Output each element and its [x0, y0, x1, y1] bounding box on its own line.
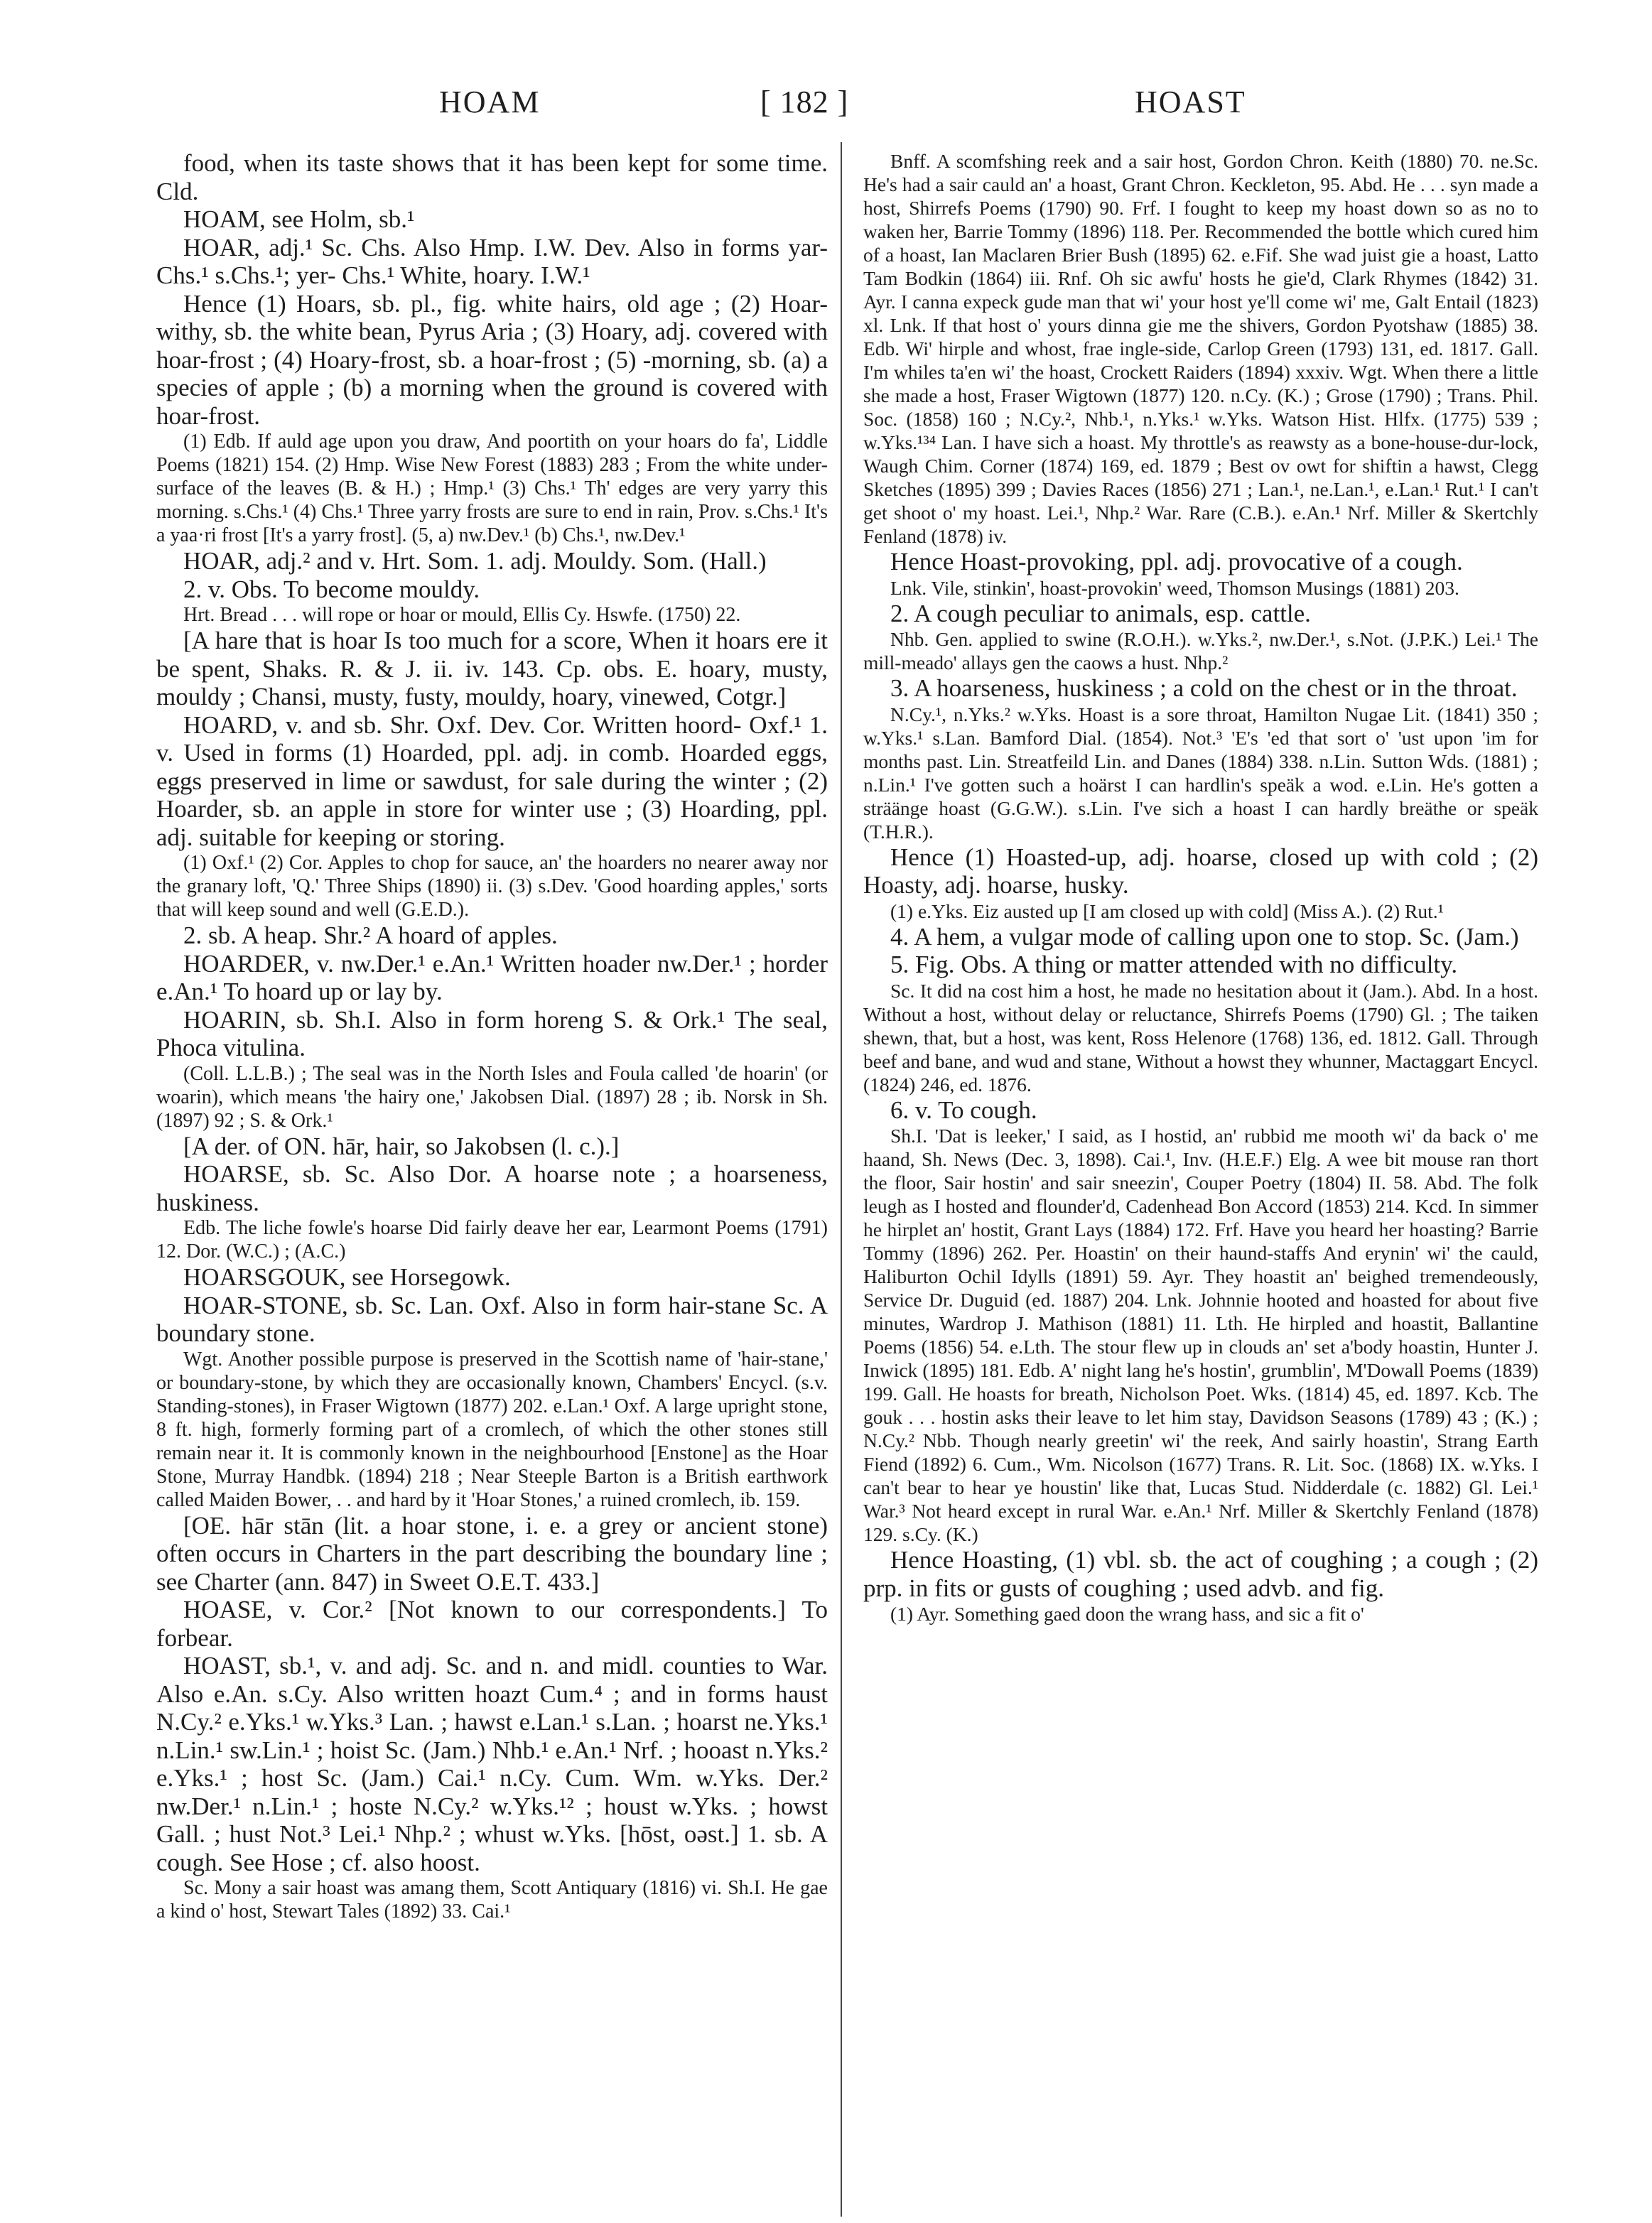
left-guide-word: HOAM	[439, 85, 541, 119]
citation-paragraph: Sc. It did na cost him a host, he made no hesitation about it (Jam.). Abd. In a host. Without a host, without delay or reluctance, Shirrefs Poems (1790) Gl. ; The taiken shewn, that, but a host, was kent, Ross Helenore (1768) 136, ed. 1812. Gall. Through beef and bane, and wud and stane, Without a howst they whunner, Mactaggart Encycl. (1824) 246, ed. 1876.	[863, 979, 1538, 1096]
entry-paragraph: 2. A cough peculiar to animals, esp. cattle.	[890, 599, 1311, 627]
entry-paragraph: Hence (1) Hoars, sb. pl., fig. white hairs, old age ; (2) Hoar-withy, sb. the white bean, Pyrus Aria ; (3) Hoary, adj. covered with hoar-frost ; (4) Hoary-frost, sb. a hoar-frost ; (5) -morning, sb. (a) a species of apple ; (b) a morning when the ground is covered with hoar-frost.	[156, 289, 828, 430]
page-number: [ 182 ]	[760, 85, 849, 119]
entry-paragraph: HOAR, adj.² and v. Hrt. Som. 1. adj. Mouldy. Som. (Hall.)	[183, 547, 767, 575]
entry-paragraph: HOAM, see Holm, sb.¹	[183, 205, 415, 233]
citation-paragraph: Lnk. Vile, stinkin', hoast-provokin' weed, Thomson Musings (1881) 203.	[890, 576, 1459, 599]
entry-paragraph: Hence Hoast-provoking, ppl. adj. provocative of a cough.	[890, 548, 1463, 575]
left-column	[156, 149, 828, 2210]
citation-paragraph: Wgt. Another possible purpose is preserved in the Scottish name of 'hair-stane,' or boundary-stone, by which they are occasionally known, Chambers' Encycl. (s.v. Standing-stones), in Fraser Wigtown (1877) 202. e.Lan.¹ Oxf. A large upright stone, 8 ft. high, formerly forming part of a cromlech, of which the other stones still remain near it. It is commonly known in the neighbourhood [Enstone] as the Hoar Stone, Murray Handbk. (1894) 218 ; Near Steeple Barton is a British earthwork called Maiden Bower, . . and hard by it 'Hoar Stones,' a ruined cromlech, ib. 159.	[156, 1348, 828, 1511]
entry-paragraph: HOAR-STONE, sb. Sc. Lan. Oxf. Also in form hair-stane Sc. A boundary stone.	[156, 1291, 828, 1347]
citation-paragraph: (Coll. L.L.B.) ; The seal was in the North Isles and Foula called 'de hoarin' (or woarin), which means 'the hairy one,' Jakobsen Dial. (1897) 28 ; ib. Norsk in Sh. (1897) 92 ; S. & Ork.¹	[156, 1062, 828, 1132]
citation-paragraph: Sc. Mony a sair hoast was amang them, Scott Antiquary (1816) vi. Sh.I. He gae a kind o' host, Stewart Tales (1892) 33. Cai.¹	[156, 1877, 828, 1922]
citation-paragraph: (1) Edb. If auld age upon you draw, And poortith on your hoars do fa', Liddle Poems (1821) 154. (2) Hmp. Wise New Forest (1883) 283 ; From the white under-surface of the leaves (B. & H.) ; Hmp.¹ (3) Chs.¹ Th' edges are very yarry this morning. s.Chs.¹ (4) Chs.¹ Three yarry frosts are sure to end in rain, Prov. s.Chs.¹ It's a yaa·ri frost [It's a yarry frost]. (5, a) nw.Dev.¹ (b) Chs.¹, nw.Dev.¹	[156, 431, 828, 546]
entry-paragraph: HOARIN, sb. Sh.I. Also in form horeng S. & Ork.¹ The seal, Phoca vitulina.	[156, 1005, 828, 1061]
citation-paragraph: (1) e.Yks. Eiz austed up [I am closed up with cold] (Miss A.). (2) Rut.¹	[890, 899, 1444, 922]
entry-paragraph: 2. v. Obs. To become mouldy.	[183, 575, 480, 603]
citation-paragraph: Sh.I. 'Dat is leeker,' I said, as I hostid, an' rubbid me mooth wi' da back o' me haand, Sh. News (Dec. 3, 1898). Cai.¹, Inv. (H.E.F.) Elg. A wee bit mouse ran thort the floor, Sair hostin' and sair sneezin', Couper Poetry (1804) II. 58. Abd. The folk leugh as I hosted and flounder'd, Cadenhead Bon Accord (1853) 214. Kcd. In simmer he hirplet an' hostit, Grant Lays (1884) 172. Frf. Have you heard her hoasting? Barrie Tommy (1896) 262. Per. Hoastin' on their haund-staffs And erynin' wi' the cauld, Haliburton Ochil Idylls (1891) 59. Ayr. They hoastit an' beighed tremendeously, Service Dr. Duguid (ed. 1887) 204. Lnk. Johnnie hooted and hoasted for about five minutes, Wardrop J. Mathison (1881) 11. Lth. He hirpled and hoastit, Ballantine Poems (1856) 54. e.Lth. The stour flew up in clouds an' set a'body hoastin, Hunter J. Inwick (1895) 181. Edb. A' night lang he's hostin', grumblin', M'Dowall Poems (1839) 199. Gall. He hoasts for breath, Nicholson Poet. Wks. (1814) 45, ed. 1897. Kcb. The gouk . . . hostin asks their leave to let him stay, Davidson Seasons (1789) 43 ; (K.) ; N.Cy.² Nbb. Though nearly greetin' wi' the reek, And sairly hoastin', Strang Earth Fiend (1892) 6. Cum., Wm. Nicolson (1677) Trans. R. Lit. Soc. (1868) IX. w.Yks. I can't bear to hear ye houstin' like that, Lucas Stud. Nidderdale (c. 1882) Gl. Lei.¹ War.³ Not heard except in rural War. e.An.¹ Nrf. Miller & Skertchly Fenland (1878) 129. s.Cy. (K.)	[863, 1125, 1538, 1545]
entry-paragraph: [A hare that is hoar Is too much for a score, When it hoars ere it be spent, Shaks. R. & J. ii. iv. 143. Cp. obs. E. hoary, musty, mouldy ; Chansi, musty, fusty, mouldy, hoary, vinewed, Cotgr.]	[156, 627, 828, 710]
entry-paragraph: [OE. hār stān (lit. a hoar stone, i. e. a grey or ancient stone) often occurs in Charters in the part describing the boundary line ; see Charter (ann. 847) in Sweet O.E.T. 433.]	[156, 1511, 828, 1596]
entry-paragraph: food, when its taste shows that it has been kept for some time. Cld.	[156, 149, 828, 205]
citation-paragraph: Bnff. A scomfshing reek and a sair host, Gordon Chron. Keith (1880) 70. ne.Sc. He's had a sair cauld an' a hoast, Grant Chron. Keckleton, 95. Abd. He . . . syn made a host, Shirrefs Poems (1790) 90. Frf. I fought to keep my hoast down so as no to waken her, Barrie Tommy (1896) 118. Per. Recommended the bottle which cured him of a hoast, Ian Maclaren Brier Bush (1895) 62. e.Fif. She wad juist gie a hoast, Latto Tam Bodkin (1864) iii. Rnf. Oh sic awfu' hosts he gie'd, Clark Rhymes (1842) 31. Ayr. I canna expeck gude man that wi' your host ye'll come wi' me, Galt Entail (1823) xl. Lnk. If that host o' yours dinna gie me the shivers, Gordon Pyotshaw (1885) 38. Edb. Wi' hirple and whost, frae ingle-side, Carlop Green (1793) 131, ed. 1817. Gall. I'm whiles ta'en wi' the hoast, Crockett Raiders (1894) xxxiv. Wgt. When there a little she made a host, Fraser Wigtown (1877) 120. n.Cy. (K.) ; Grose (1790) ; Trans. Phil. Soc. (1858) 160 ; N.Cy.², Nhb.¹, n.Yks.¹ w.Yks. Watson Hist. Hlfx. (1775) 539 ; w.Yks.¹³⁴ Lan. I have sich a hoast. My throttle's as reawsty as a bone-house-dur-lock, Waugh Chim. Corner (1874) 169, ed. 1879 ; Best ov owt for shiftin a hawst, Clegg Sketches (1895) 399 ; Davies Races (1856) 271 ; Lan.¹, ne.Lan.¹, e.Lan.¹ Rut.¹ I can't get shoot o' my hoast. Lei.¹, Nhp.² War. Rare (C.B.). e.An.¹ Nrf. Miller & Skertchly Fenland (1878) iv.	[863, 150, 1538, 547]
citation-paragraph: N.Cy.¹, n.Yks.² w.Yks. Hoast is a sore throat, Hamilton Nugae Lit. (1841) 350 ; w.Yks.¹ s.Lan. Bamford Dial. (1854). Not.³ 'E's 'ed that sort o' 'ust upon 'im for months past. Lin. Streatfeild Lin. and Danes (1884) 338. n.Lin. Sutton Wds. (1881) ; n.Lin.¹ I've gotten such a hoärst I can hardlin's speäk a wod. e.Lin. He's gotten a sträänge hoast (G.G.W.). s.Lin. I've sich a hoast I can hardly breäthe or speäk (T.H.R.).	[863, 703, 1538, 843]
entry-paragraph: 2. sb. A heap. Shr.² A hoard of apples.	[183, 921, 558, 949]
entry-paragraph: HOASE, v. Cor.² [Not known to our correspondents.] To forbear.	[156, 1596, 828, 1652]
entry-paragraph: HOAST, sb.¹, v. and adj. Sc. and n. and midl. counties to War. Also e.An. s.Cy. Also written hoazt Cum.⁴ ; and in forms haust N.Cy.² e.Yks.¹ w.Yks.³ Lan. ; hawst e.Lan.¹ s.Lan. ; hoarst ne.Yks.¹ n.Lin.¹ sw.Lin.¹ ; hoist Sc. (Jam.) Nhb.¹ e.An.¹ Nrf. ; hooast n.Yks.² e.Yks.¹ ; host Sc. (Jam.) Cai.¹ n.Cy. Cum. Wm. w.Yks. Der.² nw.Der.¹ n.Lin.¹ ; hoste N.Cy.² w.Yks.¹² ; houst w.Yks. ; howst Gall. ; hust Not.³ Lei.¹ Nhp.² ; whust w.Yks. [hōst, oəst.] 1. sb. A cough. See Hose ; cf. also hoost.	[156, 1652, 828, 1876]
entry-paragraph: 4. A hem, a vulgar mode of calling upon one to stop. Sc. (Jam.)	[890, 922, 1519, 951]
page-header	[0, 84, 1652, 126]
citation-paragraph: Edb. The liche fowle's hoarse Did fairly deave her ear, Learmont Poems (1791) 12. Dor. (W.C.) ; (A.C.)	[156, 1217, 828, 1262]
entry-paragraph: HOARSGOUK, see Horsegowk.	[183, 1263, 511, 1291]
entry-paragraph: [A der. of ON. hār, hair, so Jakobsen (l. c.).]	[183, 1132, 620, 1160]
entry-paragraph: Hence (1) Hoasted-up, adj. hoarse, closed up with cold ; (2) Hoasty, adj. hoarse, husky.	[863, 843, 1538, 899]
right-guide-word: HOAST	[1135, 85, 1246, 119]
entry-paragraph: Hence Hoasting, (1) vbl. sb. the act of coughing ; a cough ; (2) prp. in fits or gusts of coughing ; used advb. and fig.	[863, 1546, 1538, 1602]
entry-paragraph: 5. Fig. Obs. A thing or matter attended with no difficulty.	[890, 951, 1458, 978]
entry-paragraph: 3. A hoarseness, huskiness ; a cold on the chest or in the throat.	[890, 674, 1518, 702]
entry-paragraph: HOAR, adj.¹ Sc. Chs. Also Hmp. I.W. Dev. Also in forms yar- Chs.¹ s.Chs.¹; yer- Chs.¹ White, hoary. I.W.¹	[156, 233, 828, 289]
entry-paragraph: HOARDER, v. nw.Der.¹ e.An.¹ Written hoader nw.Der.¹ ; horder e.An.¹ To hoard up or lay by.	[156, 949, 828, 1005]
citation-paragraph: (1) Ayr. Something gaed doon the wrang hass, and sic a fit o'	[890, 1603, 1364, 1625]
column-divider	[841, 142, 842, 2217]
right-column	[863, 149, 1538, 2210]
entry-paragraph: HOARD, v. and sb. Shr. Oxf. Dev. Cor. Written hoord- Oxf.¹ 1. v. Used in forms (1) Hoarded, ppl. adj. in comb. Hoarded eggs, eggs preserved in lime or sawdust, for sale during the winter ; (2) Hoarder, sb. an apple in store for winter use ; (3) Hoarding, ppl. adj. suitable for keeping or storing.	[156, 710, 828, 851]
citation-paragraph: Hrt. Bread . . . will rope or hoar or mould, Ellis Cy. Hswfe. (1750) 22.	[183, 604, 741, 626]
citation-paragraph: Nhb. Gen. applied to swine (R.O.H.). w.Yks.², nw.Der.¹, s.Not. (J.P.K.) Lei.¹ The mill-meado' allays gen the caows a hust. Nhp.²	[863, 628, 1538, 674]
entry-paragraph: 6. v. To cough.	[890, 1096, 1037, 1124]
citation-paragraph: (1) Oxf.¹ (2) Cor. Apples to chop for sauce, an' the hoarders no nearer away nor the granary loft, 'Q.' Three Ships (1890) ii. (3) s.Dev. 'Good hoarding apples,' sorts that will keep sound and well (G.E.D.).	[156, 852, 828, 921]
entry-paragraph: HOARSE, sb. Sc. Also Dor. A hoarse note ; a hoarseness, huskiness.	[156, 1160, 828, 1216]
